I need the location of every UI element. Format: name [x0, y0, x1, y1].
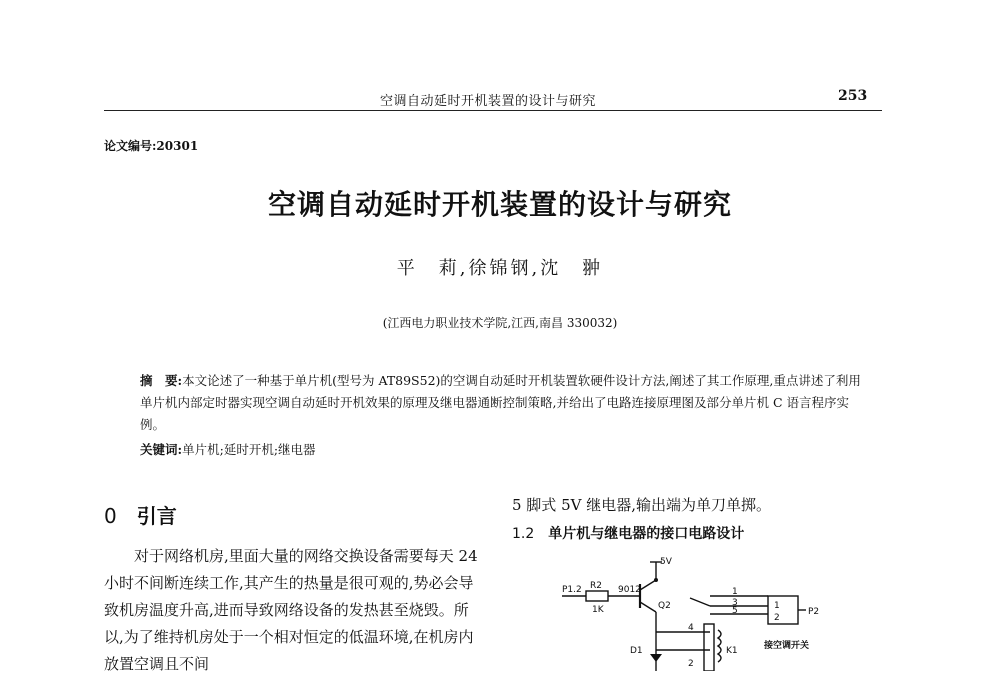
relay-label: K1	[726, 646, 738, 656]
resistor-value-label: 1K	[592, 605, 604, 615]
resistor-r2	[586, 591, 608, 601]
running-title: 空调自动延时开机装置的设计与研究	[380, 94, 597, 109]
vcc-label: 5V	[660, 557, 672, 567]
switch-caption: 接空调开关	[764, 641, 810, 651]
keywords	[140, 440, 316, 458]
connector-pin-2-label: 2	[774, 613, 780, 623]
pin-2-label: 2	[688, 659, 694, 669]
port-label: P1.2	[562, 585, 582, 595]
affiliation: (江西电力职业技术学院,江西,南昌 330032)	[382, 316, 618, 330]
section-number: 0	[104, 504, 117, 528]
abstract	[140, 370, 870, 436]
authors: 平 莉,徐锦钢,沈 翀	[396, 258, 604, 279]
paper-id: 论文编号:20301	[104, 139, 199, 153]
pin-4-label: 4	[688, 623, 694, 633]
resistor-label: R2	[590, 581, 602, 591]
pin-5-label: 5	[732, 606, 738, 616]
transistor-type-label: 9012	[618, 585, 641, 595]
header-rule	[104, 110, 882, 111]
section-title: 引言	[136, 504, 177, 528]
abstract-label: 摘 要:	[140, 373, 183, 388]
connector-p2	[768, 596, 798, 624]
intro-paragraph: 对于网络机房,里面大量的网络交换设备需要每天 24 小时不间断连续工作,其产生的热量是很可观的,势必会导致机房温度升高,进而导致网络设备的发热甚至烧毁。所以,为了维持机房处于一个相对恒定的低温环境,在机房内放置空调且不间	[104, 547, 478, 673]
circuit-diagram	[540, 550, 860, 671]
subsection-heading	[512, 523, 744, 543]
transistor-label: Q2	[658, 601, 671, 611]
abstract-text: 本文论述了一种基于单片机(型号为 AT89S52)的空调自动延时开机装置软硬件设计方法,阐述了其工作原理,重点讲述了利用单片机内部定时器实现空调自动延时开机效果的原理及继电器通断控制策略,并给出了电路连接原理图及部分单片机 C 语言程序实例。	[140, 373, 861, 432]
pin-3-label: 3	[732, 598, 738, 608]
page-number: 253	[838, 88, 868, 104]
diode-d1	[650, 654, 662, 662]
diode-label: D1	[630, 646, 643, 656]
subsection-number: 1.2	[512, 526, 535, 542]
relay-contact	[690, 598, 710, 606]
right-column-text: 5 脚式 5V 继电器,输出端为单刀单掷。	[512, 496, 771, 514]
pin-1-label: 1	[732, 587, 738, 597]
subsection-title: 单片机与继电器的接口电路设计	[548, 526, 745, 542]
keywords-label: 关键词:	[140, 442, 183, 457]
connector-label: P2	[808, 607, 820, 617]
paper-title: 空调自动延时开机装置的设计与研究	[267, 188, 732, 221]
connector-pin-1-label: 1	[774, 601, 780, 611]
keywords-text: 单片机;延时开机;继电器	[182, 442, 316, 457]
section-heading	[104, 500, 177, 529]
intro-body	[104, 543, 484, 678]
relay-k1	[704, 624, 714, 671]
